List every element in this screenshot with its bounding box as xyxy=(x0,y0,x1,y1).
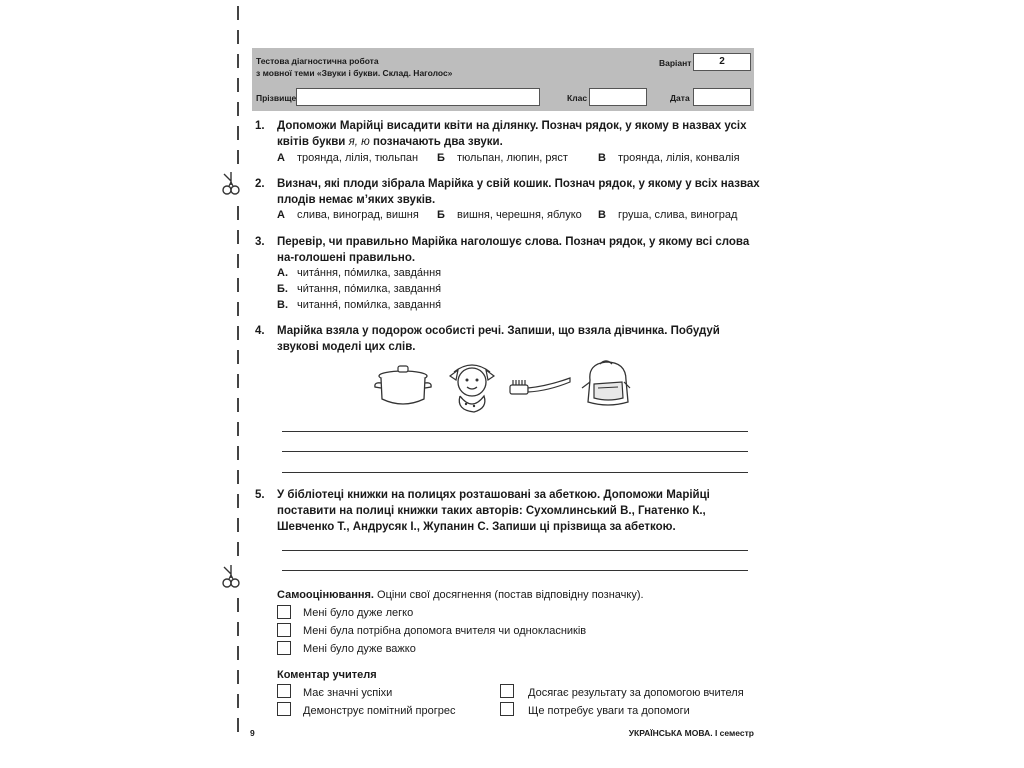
option-2a[interactable]: А слива, виноград, вишня xyxy=(277,209,419,221)
answer-line[interactable] xyxy=(282,472,748,473)
option-3c[interactable]: В. читання́, поми́лка, завдання́ xyxy=(277,299,442,311)
test-header xyxy=(252,48,754,111)
self-assessment: Самооцінювання. Оціни свої досягнення (постав відповідну позначку). xyxy=(277,589,644,601)
self-assessment-label: Мені була потрібна допомога вчителя чи однокласників xyxy=(303,625,587,637)
option-2b[interactable]: Б вишня, черешня, яблуко xyxy=(437,209,582,221)
option-3b[interactable]: Б. чи́тання, по́милка, завдання́ xyxy=(277,283,442,295)
answer-line[interactable] xyxy=(282,570,748,571)
teacher-comment-checkbox[interactable] xyxy=(277,684,291,698)
self-assessment-label: Мені було дуже важко xyxy=(303,643,416,655)
option-1b[interactable]: Б тюльпан, люпин, ряст xyxy=(437,152,568,164)
question-number: 1. xyxy=(255,120,265,132)
footer-subject: УКРАЇНСЬКА МОВА. І семестр xyxy=(628,728,754,738)
cut-line xyxy=(237,0,239,768)
doll-icon xyxy=(444,358,500,414)
option-3a[interactable]: А. чита́ння, по́милка, завда́ння xyxy=(277,267,442,279)
self-assessment-checkbox[interactable] xyxy=(277,605,291,619)
surname-label: Прізвище xyxy=(256,93,297,103)
question-text: У бібліотеці книжки на полицях розташовані за абеткою. Допоможи Марійці поставити на полиці книжки таких авторів: Сухомлинський В., Гнатенко К., Шевченко Т., Андрусяк І., Жупанин С. Запиши ці прізвища за абеткою. xyxy=(277,489,710,533)
page-number: 9 xyxy=(250,728,255,738)
teacher-comment-label: Ще потребує уваги та допомоги xyxy=(528,705,690,717)
toothbrush-icon xyxy=(508,374,572,398)
class-field[interactable] xyxy=(589,88,647,106)
teacher-comment-label: Демонструє помітний прогрес xyxy=(303,705,456,717)
teacher-comment-checkbox[interactable] xyxy=(500,684,514,698)
self-assessment-checkbox[interactable] xyxy=(277,641,291,655)
date-label: Дата xyxy=(670,93,690,103)
self-assessment-label: Мені було дуже легко xyxy=(303,607,414,619)
teacher-comment-label: Має значні успіхи xyxy=(303,687,393,699)
option-2c[interactable]: В груша, слива, виноград xyxy=(598,209,738,221)
scissors-icon xyxy=(220,565,242,589)
option-1c[interactable]: В троянда, лілія, конвалія xyxy=(598,152,740,164)
question-text: Визнач, які плоди зібрала Марійка у свій кошик. Познач рядок, у якому у всіх назвах плодів немає м’яких звуків. xyxy=(277,178,760,206)
question-number: 5. xyxy=(255,489,265,501)
test-title: Тестова діагностична робота з мовної теми «Звуки і букви. Склад. Наголос» xyxy=(256,56,453,78)
teacher-comment-title: Коментар учителя xyxy=(277,669,377,681)
teacher-comment-checkbox[interactable] xyxy=(500,702,514,716)
option-1a[interactable]: А троянда, лілія, тюльпан xyxy=(277,152,419,164)
date-field[interactable] xyxy=(693,88,751,106)
answer-line[interactable] xyxy=(282,451,748,452)
class-label: Клас xyxy=(567,93,588,103)
self-assessment-checkbox[interactable] xyxy=(277,623,291,637)
teacher-comment-checkbox[interactable] xyxy=(277,702,291,716)
question-number: 4. xyxy=(255,325,265,337)
question-text: Марійка взяла у подорож особисті речі. Запиши, що взяла дівчинка. Побудуй звукові моделі цих слів. xyxy=(277,325,720,353)
question-text: Допоможи Марійці висадити квіти на ділянку. Познач рядок, у якому в назвах усіх квітів букви я, ю позначають два звуки. xyxy=(277,120,747,148)
variant-label: Варіант xyxy=(659,58,692,68)
surname-field[interactable] xyxy=(296,88,540,106)
scissors-icon xyxy=(220,172,242,196)
variant-field[interactable]: 2 xyxy=(693,53,751,71)
pot-icon xyxy=(372,363,434,409)
teacher-comment-label: Досягає результату за допомогою вчителя xyxy=(528,687,744,699)
question-number: 2. xyxy=(255,178,265,190)
question-text: Перевір, чи правильно Марійка наголошує слова. Познач рядок, у якому всі слова на-голошені правильно. xyxy=(277,236,750,264)
backpack-icon xyxy=(578,358,636,410)
answer-line[interactable] xyxy=(282,431,748,432)
answer-line[interactable] xyxy=(282,550,748,551)
question-number: 3. xyxy=(255,236,265,248)
